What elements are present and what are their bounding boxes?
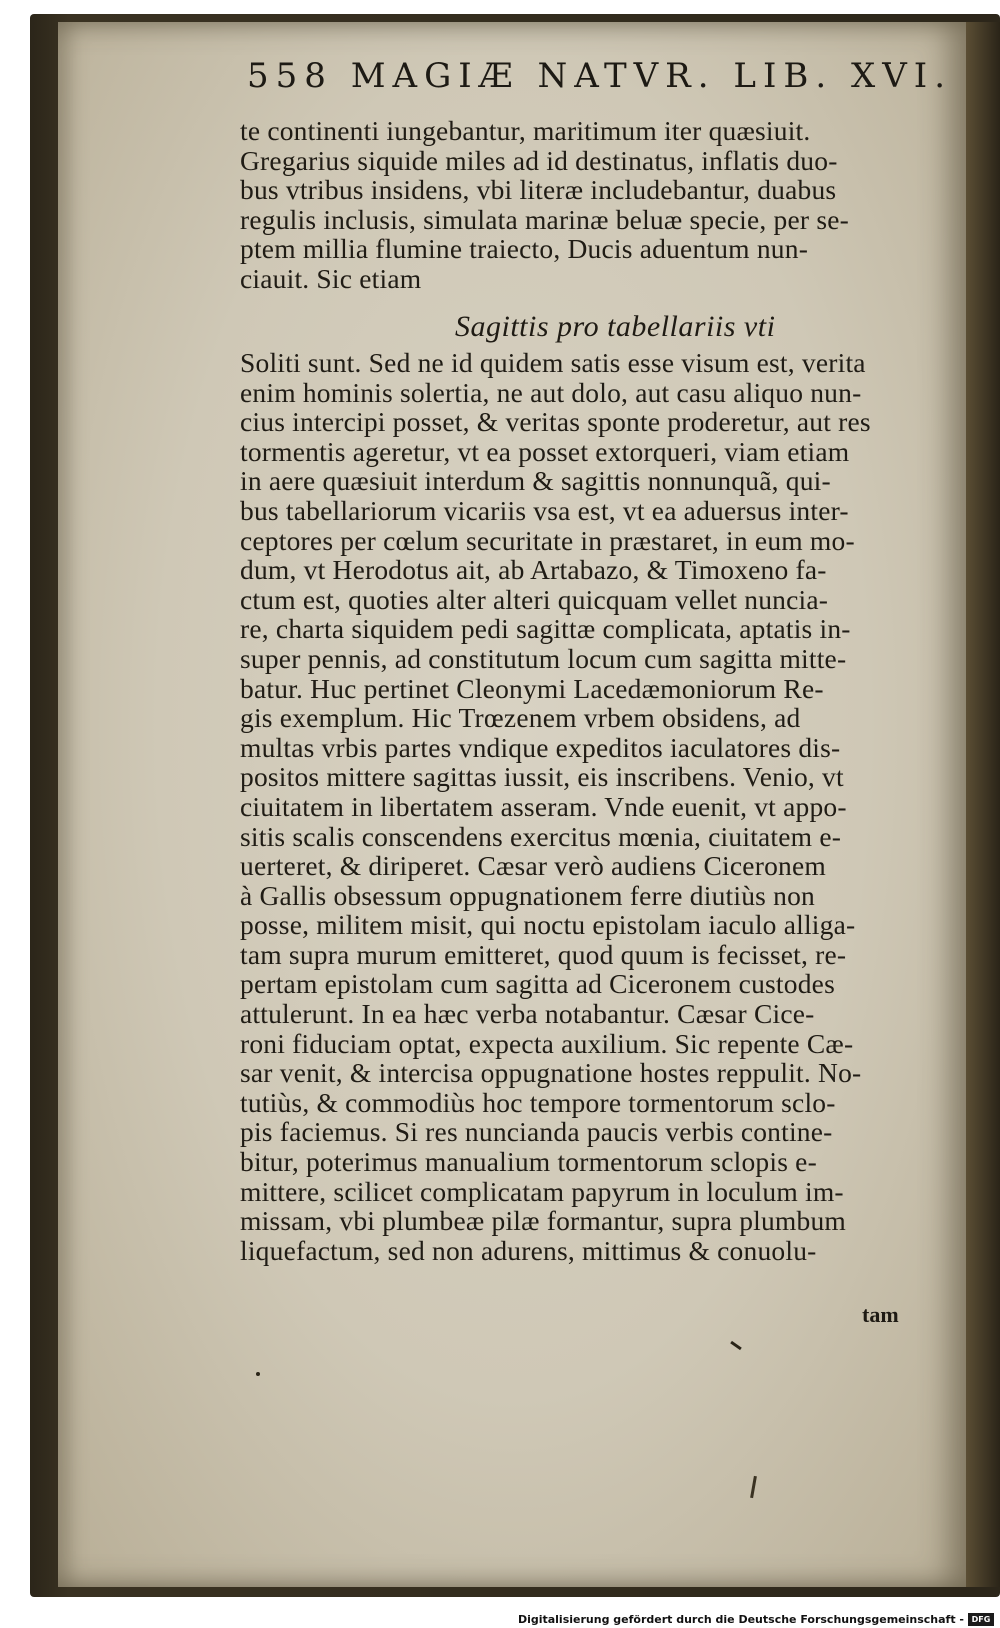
text-line: tam supra murum emitteret, quod quum is fecisset, re-	[240, 938, 847, 970]
text-line: gis exemplum. Hic Trœzenem vrbem obsidens, ad	[240, 702, 801, 734]
paragraph-continuation	[240, 116, 890, 294]
text-line: attulerunt. In ea hæc verba notabantur. Cæsar Cice-	[240, 998, 815, 1030]
text-line: te continenti iungebantur, maritimum iter quæsiuit.	[240, 115, 811, 146]
text-line: tutiùs, & commodiùs hoc tempore tormentorum sclo-	[240, 1086, 836, 1118]
text-line: posse, militem misit, qui noctu epistolam iaculo alliga-	[240, 909, 856, 941]
text-line: in aere quæsiuit interdum & sagittis nonnunquã, qui-	[240, 465, 831, 497]
text-line: multas vrbis partes vndique expeditos iaculatores dis-	[240, 731, 841, 763]
text-line: bus vtribus insidens, vbi literæ includebantur, duabus	[240, 174, 837, 206]
text-line: regulis inclusis, simulata marinæ beluæ specie, per se-	[240, 203, 849, 235]
text-line: re, charta siquidem pedi sagittæ complicata, aptatis in-	[240, 613, 851, 645]
text-line: à Gallis obsessum oppugnationem ferre diutiùs non	[240, 879, 815, 911]
dfg-logo: DFG	[968, 1613, 994, 1626]
text-line: cius intercipi posset, & veritas sponte proderetur, aut res	[240, 406, 871, 438]
ink-spot	[256, 1372, 260, 1376]
paragraph-main	[240, 348, 890, 1265]
text-line: ptem millia flumine traiecto, Ducis aduentum nun-	[240, 233, 809, 265]
footer-credit: Digitalisierung gefördert durch die Deutsche Forschungsgemeinschaft -	[517, 1613, 964, 1626]
text-line: super pennis, ad constitutum locum cum sagitta mitte-	[240, 642, 847, 674]
text-line: Soliti sunt. Sed ne id quidem satis esse visum est, verita	[240, 347, 866, 378]
text-line: uerteret, & diriperet. Cæsar verò audiens Ciceronem	[240, 850, 826, 882]
text-line: pertam epistolam cum sagitta ad Ciceronem custodes	[240, 968, 835, 1000]
text-line: bus tabellariorum vicariis vsa est, vt ea aduersus inter-	[240, 494, 849, 526]
text-line: mittere, scilicet complicatam papyrum in loculum im-	[240, 1175, 844, 1207]
running-header: 558 MAGIÆ NATVR. LIB. XVI.	[247, 56, 952, 96]
text-line: ctum est, quoties alter alteri quicquam vellet nuncia-	[240, 583, 829, 615]
text-line: bitur, poterimus manualium tormentorum sclopis e-	[240, 1146, 817, 1178]
text-line: ciauit. Sic etiam	[240, 262, 422, 294]
marginal-heading: Sagittis pro tabellariis vti	[455, 310, 776, 343]
text-line: dum, vt Herodotus ait, ab Artabazo, & Timoxeno fa-	[240, 554, 827, 586]
text-line: ciuitatem in libertatem asseram. Vnde euenit, vt appo-	[240, 790, 847, 822]
text-line: sitis scalis conscendens exercitus mœnia, ciuitatem e-	[240, 820, 842, 852]
text-line: batur. Huc pertinet Cleonymi Lacedæmoniorum Re-	[240, 672, 824, 704]
text-line: roni fiduciam optat, expecta auxilium. Sic repente Cæ-	[240, 1027, 854, 1059]
text-line: pis faciemus. Si res nuncianda paucis verbis contine-	[240, 1116, 833, 1148]
page-gutter-shadow	[966, 22, 1000, 1587]
catchword: tam	[862, 1302, 899, 1327]
text-line: missam, vbi plumbeæ pilæ formantur, supra plumbum	[240, 1205, 847, 1237]
text-line: ceptores per cœlum securitate in præstaret, in eum mo-	[240, 524, 855, 556]
text-line: sar venit, & intercisa oppugnatione hostes reppulit. No-	[240, 1057, 862, 1089]
text-line: positos mittere sagittas iussit, eis inscribens. Venio, vt	[240, 761, 844, 793]
text-line: Gregarius siquide miles ad id destinatus, inflatis duo-	[240, 144, 838, 176]
text-line: enim hominis solertia, ne aut dolo, aut casu aliquo nun-	[240, 376, 862, 408]
text-line: tormentis ageretur, vt ea posset extorqueri, viam etiam	[240, 435, 850, 467]
text-line: liquefactum, sed non adurens, mittimus & conuolu-	[240, 1234, 817, 1266]
